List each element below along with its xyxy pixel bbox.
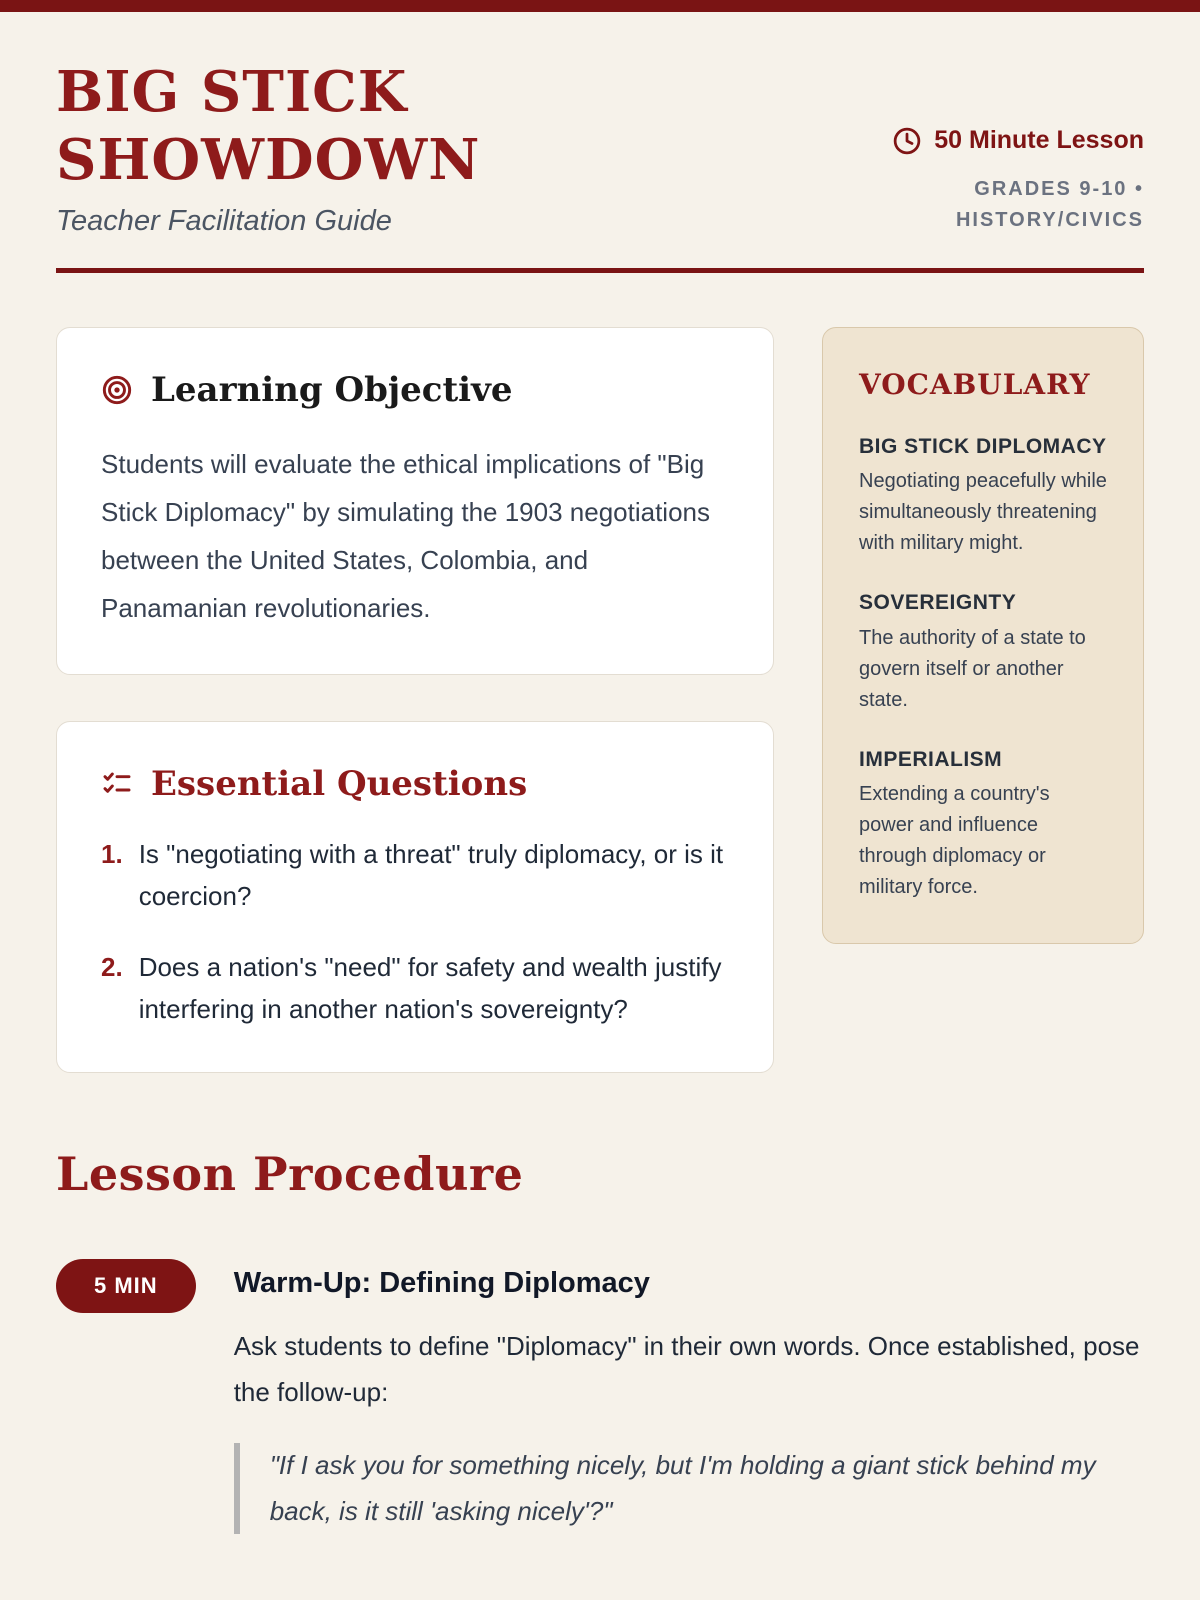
learning-objective-body: Students will evaluate the ethical implications of "Big Stick Diplomacy" by simulating the 1903 negotiations between the United States, Colombia, and Panamanian revolutionaries. bbox=[101, 448, 710, 623]
document-page bbox=[0, 12, 1200, 1534]
list-item bbox=[101, 947, 729, 1030]
document-subtitle: Teacher Facilitation Guide bbox=[56, 204, 392, 237]
clock-icon bbox=[892, 126, 922, 156]
main-content bbox=[56, 327, 1144, 1074]
essential-questions-card bbox=[56, 721, 774, 1073]
title-line-1: BIG STICK bbox=[56, 59, 408, 125]
vocabulary-heading: VOCABULARY bbox=[859, 367, 1091, 401]
checklist-icon bbox=[101, 768, 133, 800]
list-item-text: Does a nation's "need" for safety and wealth justify interfering in another nation's sovereignty? bbox=[138, 952, 722, 1024]
title-line-2: SHOWDOWN bbox=[56, 127, 481, 194]
list-item-number: 1. bbox=[101, 839, 123, 869]
header-right bbox=[892, 126, 1144, 238]
essential-questions-list bbox=[101, 834, 729, 1030]
document-title bbox=[56, 58, 480, 195]
duration-badge: 5 MIN bbox=[56, 1259, 196, 1313]
vocabulary-entry bbox=[859, 744, 1107, 904]
step-description: Ask students to define "Diplomacy" in their own words. Once established, pose the follow-up: bbox=[233, 1331, 1140, 1407]
grades-line-1: GRADES 9-10 • bbox=[974, 177, 1144, 200]
lesson-procedure-heading: Lesson Procedure bbox=[56, 1147, 524, 1202]
target-icon bbox=[101, 374, 133, 406]
list-item-number: 2. bbox=[101, 952, 123, 983]
grades-line-2: HISTORY/CIVICS bbox=[955, 208, 1144, 231]
vocabulary-definition: Extending a country's power and influence through diplomacy or military force. bbox=[859, 783, 1050, 899]
left-column bbox=[56, 327, 774, 1074]
procedure-step-1 bbox=[56, 1259, 1144, 1534]
vocabulary-definition: Negotiating peacefully while simultaneously threatening with military might. bbox=[859, 470, 1107, 555]
essential-questions-heading bbox=[101, 764, 729, 804]
header-divider bbox=[56, 268, 1144, 273]
vocabulary-term: BIG STICK DIPLOMACY bbox=[859, 434, 1107, 458]
header-left bbox=[56, 58, 480, 238]
essential-questions-title: Essential Questions bbox=[151, 764, 528, 804]
step-title: Warm-Up: Defining Diplomacy bbox=[233, 1267, 650, 1300]
step-body bbox=[234, 1259, 1144, 1534]
list-item bbox=[101, 834, 729, 917]
document-header bbox=[56, 58, 1144, 238]
grades-subject bbox=[892, 174, 1144, 236]
lesson-duration bbox=[892, 126, 1144, 156]
vocabulary-term: SOVEREIGNTY bbox=[859, 591, 1017, 615]
vocabulary-definition: The authority of a state to govern itself or another state. bbox=[859, 626, 1086, 711]
vocabulary-entry bbox=[859, 431, 1107, 560]
vocabulary-card bbox=[822, 327, 1144, 945]
learning-objective-card bbox=[56, 327, 774, 675]
top-accent-bar bbox=[0, 0, 1200, 12]
vocabulary-entry bbox=[859, 587, 1107, 716]
duration-label: 50 Minute Lesson bbox=[934, 126, 1144, 155]
step-quote: "If I ask you for something nicely, but I'm holding a giant stick behind my back, is it still 'asking nicely'?" bbox=[234, 1443, 1144, 1534]
learning-objective-heading bbox=[101, 370, 729, 410]
vocabulary-term: IMPERIALISM bbox=[859, 747, 1003, 771]
list-item-text: Is "negotiating with a threat" truly diplomacy, or is it coercion? bbox=[138, 839, 724, 911]
learning-objective-title: Learning Objective bbox=[151, 369, 513, 410]
